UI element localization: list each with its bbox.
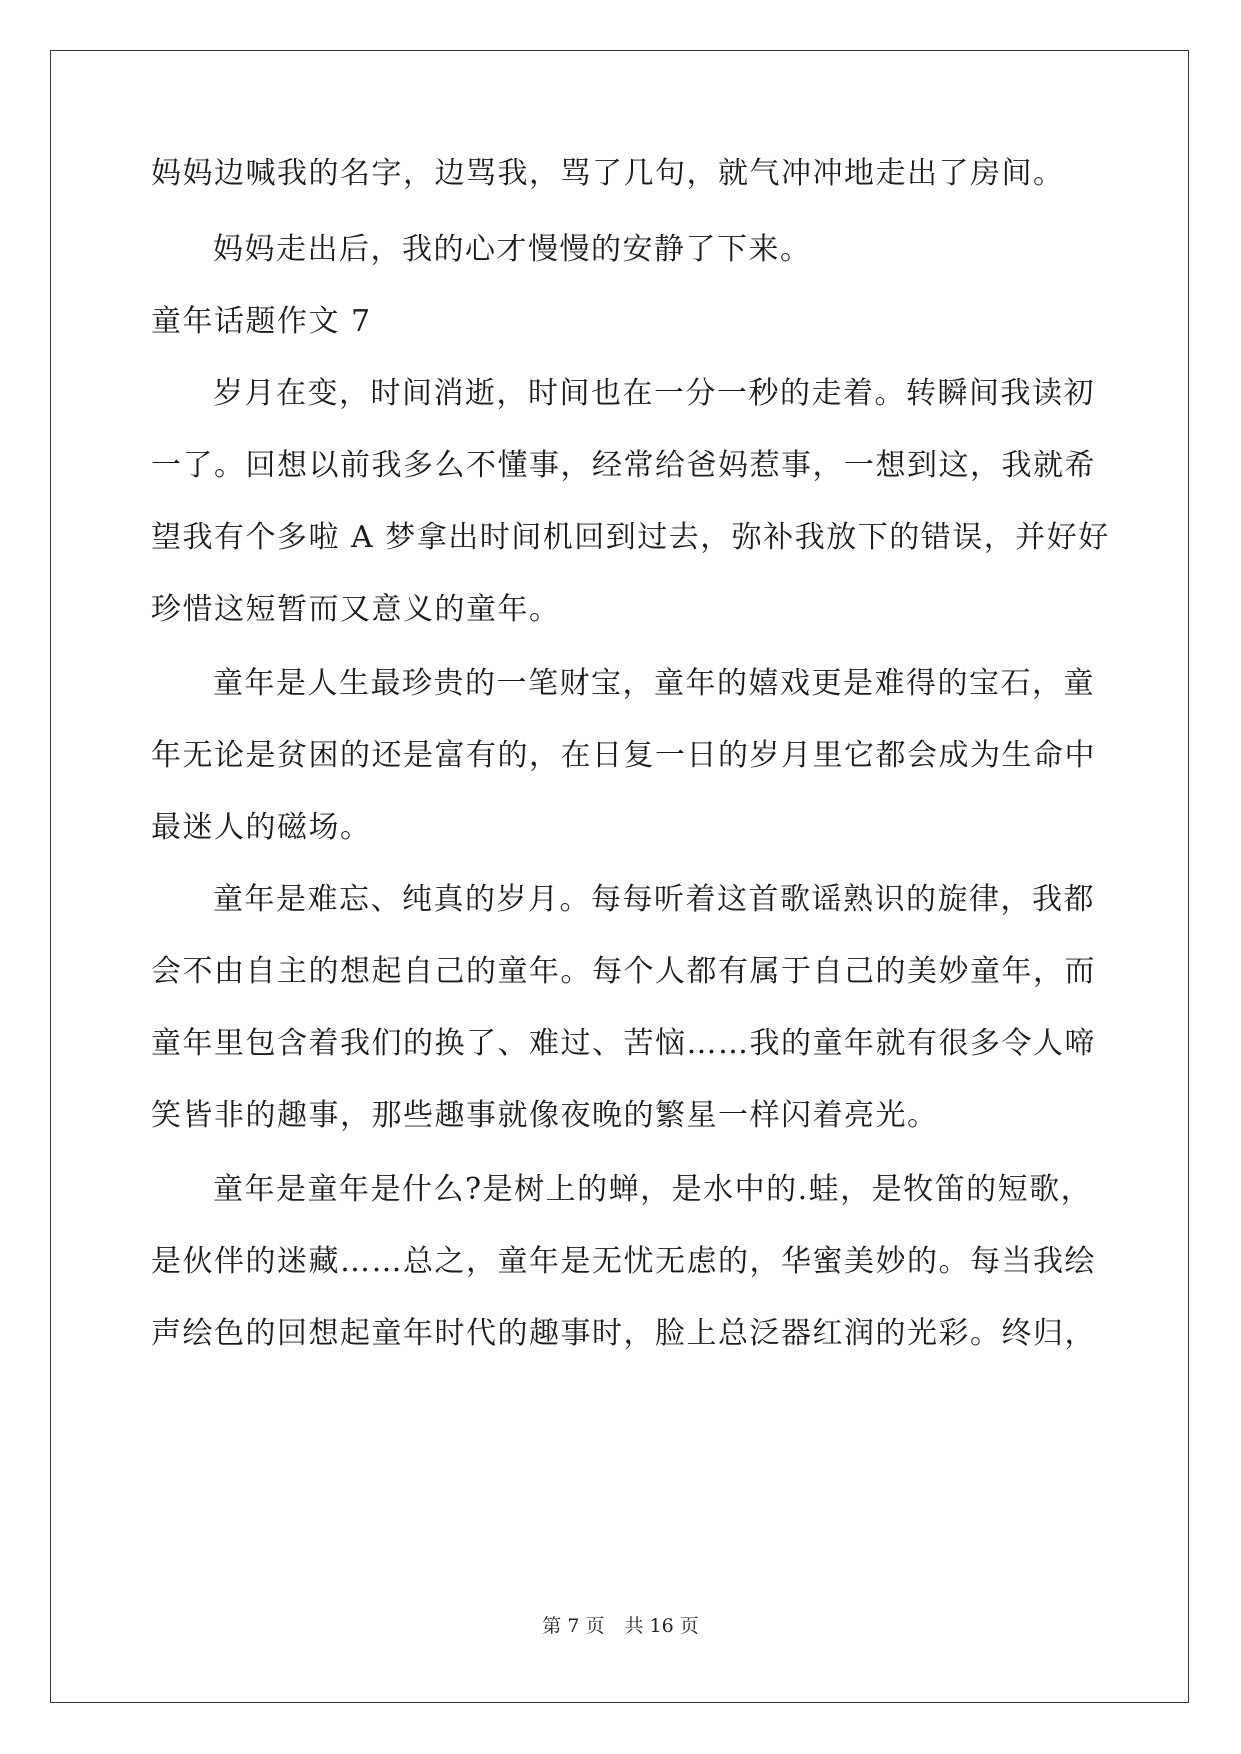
page-number: 第 7 页 — [542, 1615, 605, 1637]
page-total: 共 16 页 — [624, 1615, 699, 1637]
text-line: 年无论是贫困的还是富有的，在日复一日的岁月里它都会成为生命中 — [151, 738, 1096, 773]
text-line: 是伙伴的迷藏……总之，童年是无忧无虑的，华蜜美妙的。每当我绘 — [151, 1244, 1096, 1279]
text-line: 会不由自主的想起自己的童年。每个人都有属于自己的美妙童年，而 — [151, 954, 1096, 989]
paragraph-first-line: 童年是童年是什么?是树上的蝉，是水中的.蛙，是牧笛的短歌， — [213, 1172, 1093, 1207]
text-line: 珍惜这短暂而又意义的童年。 — [151, 592, 561, 627]
paragraph-first-line: 岁月在变，时间消逝，时间也在一分一秒的走着。转瞬间我读初 — [213, 376, 1095, 411]
text-line: 笑皆非的趣事，那些趣事就像夜晚的繁星一样闪着亮光。 — [151, 1098, 939, 1133]
text-line: 望我有个多啦 A 梦拿出时间机回到过去，弥补我放下的错误，并好好 — [151, 520, 1110, 555]
text-line: 童年里包含着我们的换了、难过、苦恼……我的童年就有很多令人啼 — [151, 1026, 1096, 1061]
text-line: 最迷人的磁场。 — [151, 810, 372, 845]
paragraph-first-line: 妈妈走出后，我的心才慢慢的安静了下来。 — [213, 232, 812, 267]
text-line: 一了。回想以前我多么不懂事，经常给爸妈惹事，一想到这，我就希 — [151, 448, 1096, 483]
page-footer — [0, 1614, 1241, 1638]
paragraph-first-line: 童年是人生最珍贵的一笔财宝，童年的嬉戏更是难得的宝石，童 — [213, 666, 1095, 701]
page-border — [50, 50, 1189, 1703]
text-line: 声绘色的回想起童年时代的趣事时，脸上总泛器红润的光彩。终归， — [151, 1316, 1096, 1351]
paragraph-first-line: 童年是难忘、纯真的岁月。每每听着这首歌谣熟识的旋律，我都 — [213, 882, 1095, 917]
section-heading: 童年话题作文 7 — [151, 304, 372, 339]
text-line: 妈妈边喊我的名字，边骂我，骂了几句，就气冲冲地走出了房间。 — [151, 156, 1065, 191]
